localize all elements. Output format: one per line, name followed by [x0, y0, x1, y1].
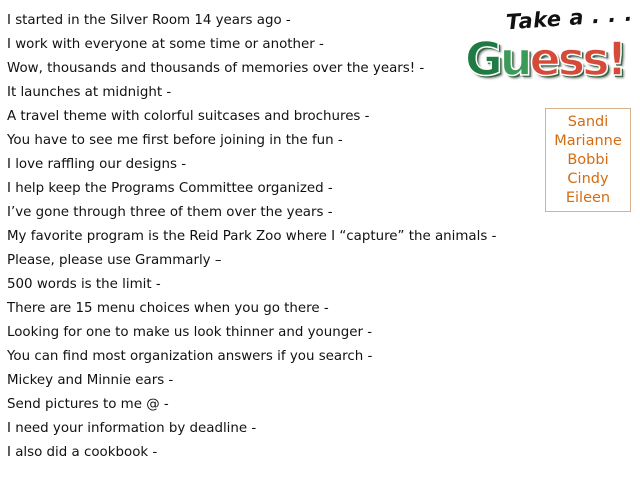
clue-item: I love raffling our designs - — [7, 157, 187, 172]
clue-item: Wow, thousands and thousands of memories over the years! - — [7, 61, 425, 76]
clue-item: I help keep the Programs Committee organized - — [7, 181, 333, 196]
logo-guess-letter-g: G — [465, 32, 500, 86]
logo-guess-letter-u: u — [499, 32, 530, 86]
clue-item: Please, please use Grammarly – — [7, 253, 222, 268]
clue-item: I also did a cookbook - — [7, 445, 158, 460]
names-box — [545, 108, 631, 212]
clue-list — [7, 9, 496, 465]
clue-item: My favorite program is the Reid Park Zoo where I “capture” the animals - — [7, 229, 497, 244]
name-option: Eileen — [565, 189, 611, 206]
clue-item: You have to see me first before joining in the fun - — [7, 133, 343, 148]
clue-item: Looking for one to make us look thinner and younger - — [7, 325, 373, 340]
clue-item: Send pictures to me @ - — [7, 397, 169, 412]
name-option: Cindy — [567, 170, 609, 187]
clue-item: I started in the Silver Room 14 years ago - — [7, 13, 291, 28]
clue-item: It launches at midnight - — [7, 85, 172, 100]
name-option: Marianne — [554, 132, 622, 149]
clue-item: I work with everyone at some time or another - — [7, 37, 324, 52]
clue-item: A travel theme with colorful suitcases and brochures - — [7, 109, 370, 124]
clue-item: There are 15 menu choices when you go there - — [7, 301, 329, 316]
take-a-guess-logo — [463, 1, 639, 92]
clue-item: 500 words is the limit - — [7, 277, 161, 292]
name-option: Bobbi — [567, 151, 609, 168]
clue-item: You can find most organization answers if you search - — [7, 349, 373, 364]
logo-take-a-text: Take a . . . — [505, 1, 634, 35]
clue-item: I’ve gone through three of them over the years - — [7, 205, 333, 220]
logo-guess-rest: ess! — [529, 32, 625, 86]
name-option: Sandi — [567, 113, 609, 130]
logo-guess-text — [465, 34, 624, 84]
clue-item: Mickey and Minnie ears - — [7, 373, 174, 388]
clue-item: I need your information by deadline - — [7, 421, 257, 436]
